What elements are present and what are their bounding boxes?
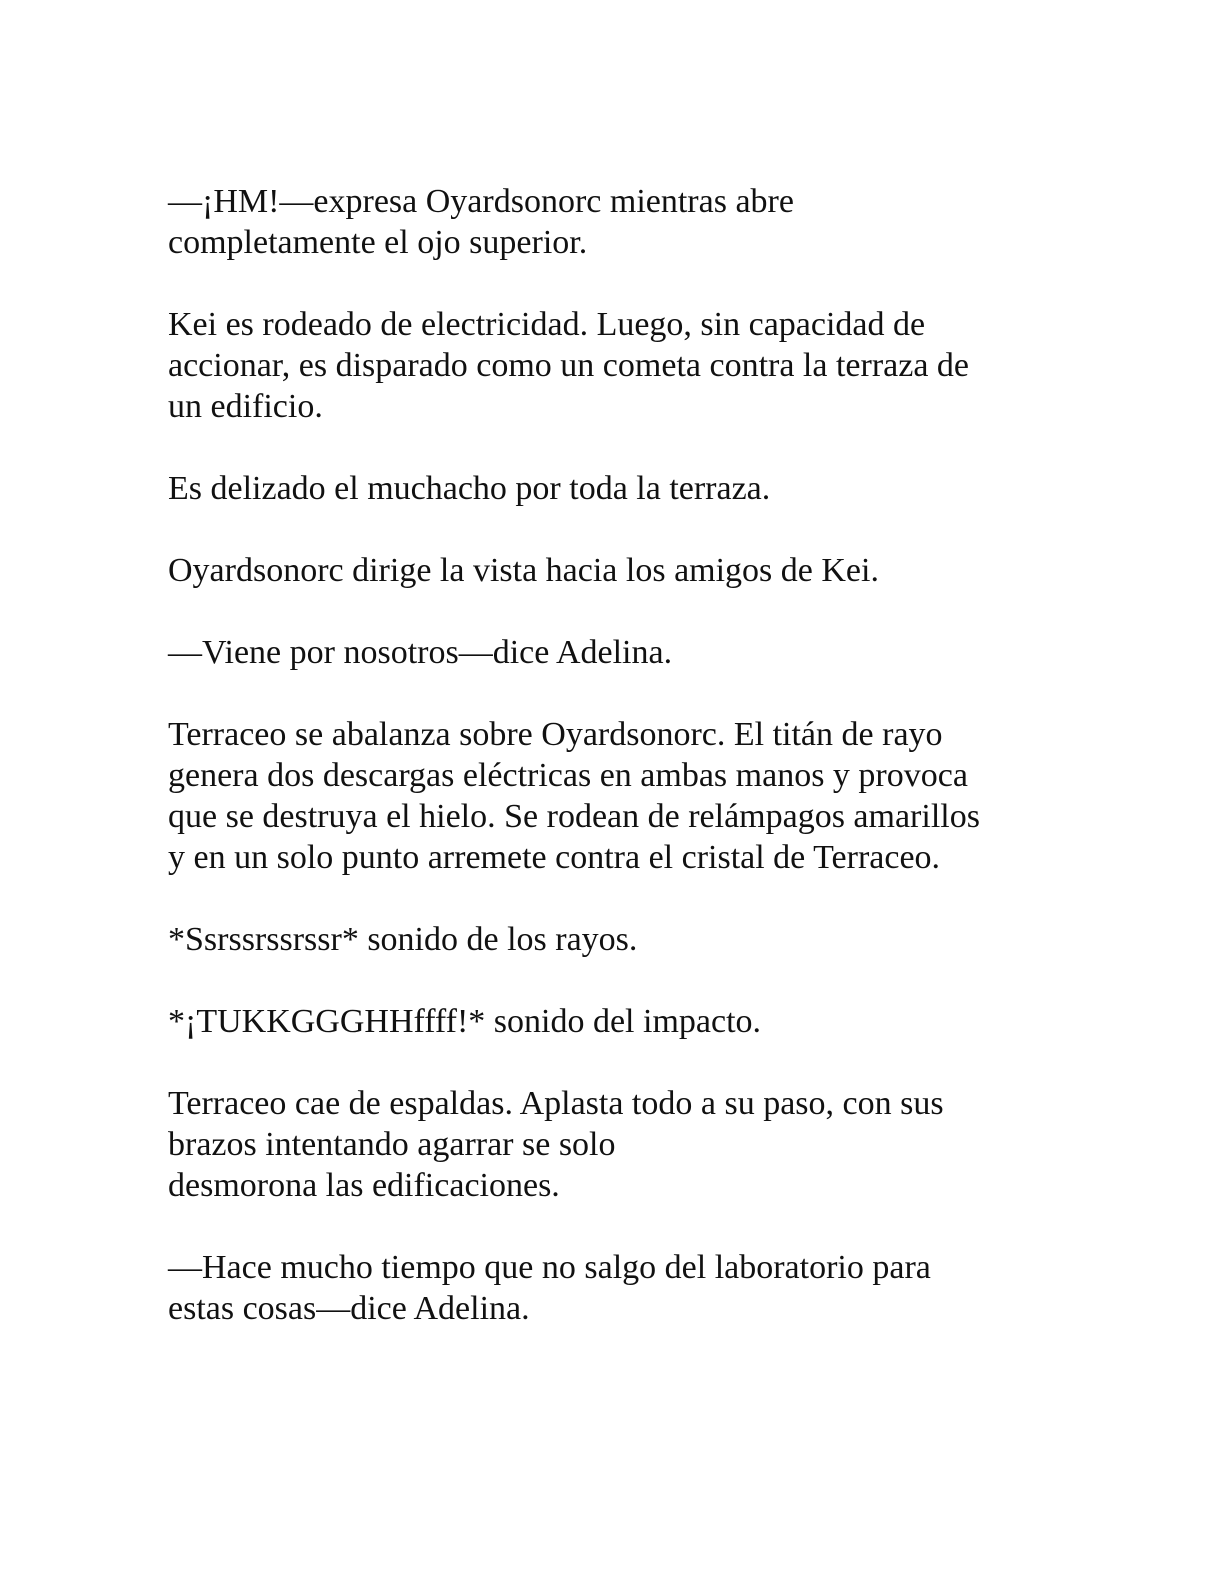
text-line: —Viene por nosotros—dice Adelina. xyxy=(168,634,673,671)
text-line: Terraceo cae de espaldas. Aplasta todo a su paso, con sus xyxy=(168,1085,944,1122)
text-line: genera dos descargas eléctricas en ambas manos y provoca xyxy=(168,757,968,794)
text-line: *¡TUKKGGGHHffff!* sonido del impacto. xyxy=(168,1003,762,1040)
paragraph xyxy=(168,919,1048,960)
text-line: Es delizado el muchacho por toda la terraza. xyxy=(168,470,771,507)
text-line: —¡HM!—expresa Oyardsonorc mientras abre xyxy=(168,183,794,220)
text-line: desmorona las edificaciones. xyxy=(168,1167,560,1204)
text-line: completamente el ojo superior. xyxy=(168,224,588,261)
text-line: Kei es rodeado de electricidad. Luego, sin capacidad de xyxy=(168,306,926,343)
body-text xyxy=(168,181,1048,1370)
paragraph xyxy=(168,1083,1048,1206)
paragraph xyxy=(168,1247,1048,1329)
text-line: estas cosas—dice Adelina. xyxy=(168,1290,530,1327)
paragraph xyxy=(168,468,1048,509)
paragraph xyxy=(168,304,1048,427)
text-line: Terraceo se abalanza sobre Oyardsonorc. El titán de rayo xyxy=(168,716,943,753)
text-line: Oyardsonorc dirige la vista hacia los amigos de Kei. xyxy=(168,552,879,589)
paragraph xyxy=(168,1001,1048,1042)
text-line: un edificio. xyxy=(168,388,323,425)
text-line: y en un solo punto arremete contra el cristal de Terraceo. xyxy=(168,839,941,876)
text-line: que se destruya el hielo. Se rodean de relámpagos amarillos xyxy=(168,798,980,835)
text-line: —Hace mucho tiempo que no salgo del laboratorio para xyxy=(168,1249,931,1286)
text-line: accionar, es disparado como un cometa contra la terraza de xyxy=(168,347,970,384)
paragraph xyxy=(168,714,1048,878)
paragraph xyxy=(168,550,1048,591)
text-line: *Ssrssrssrssr* sonido de los rayos. xyxy=(168,921,638,958)
paragraph xyxy=(168,181,1048,263)
paragraph xyxy=(168,632,1048,673)
text-line: brazos intentando agarrar se solo xyxy=(168,1126,616,1163)
